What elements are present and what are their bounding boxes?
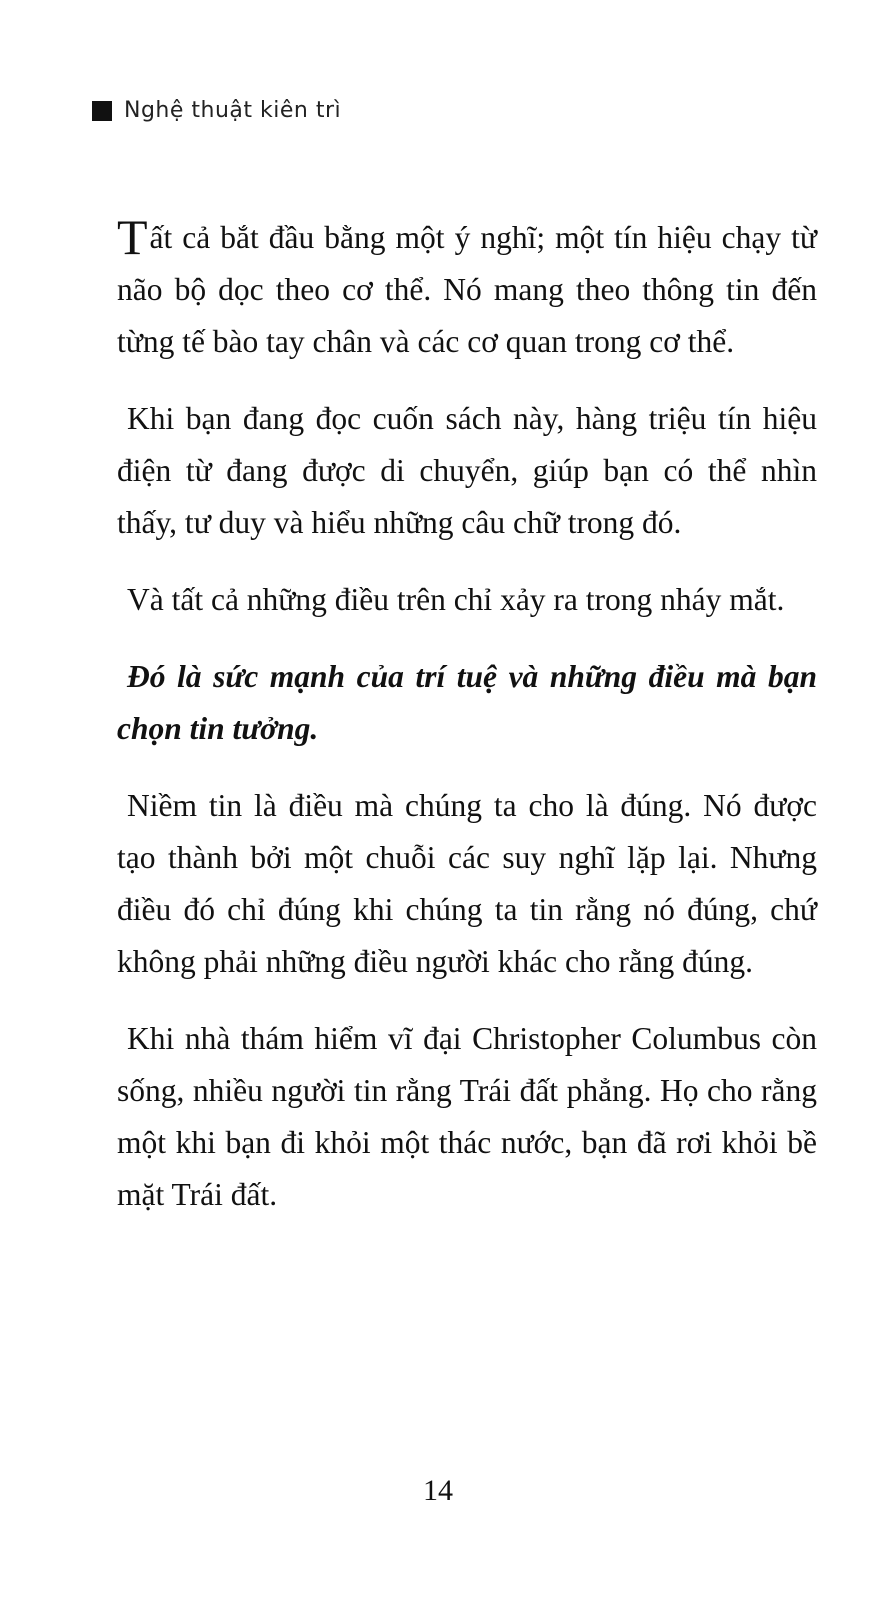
paragraph-3: Và tất cả những điều trên chỉ xảy ra trong nháy mắt. — [127, 582, 785, 617]
body-text — [117, 209, 817, 1246]
emphasis-paragraph: Đó là sức mạnh của trí tuệ và những điều mà bạn chọn tin tưởng. — [117, 659, 817, 746]
paragraph-2: Khi bạn đang đọc cuốn sách này, hàng triệu tín hiệu điện từ đang được di chuyển, giúp bạn có thể nhìn thấy, tư duy và hiểu những câu chữ trong đó. — [117, 401, 817, 540]
running-header-title: Nghệ thuật kiên trì — [124, 98, 342, 123]
header-square-bullet — [92, 101, 112, 121]
running-header — [92, 98, 341, 123]
paragraph-5: Niềm tin là điều mà chúng ta cho là đúng. Nó được tạo thành bởi một chuỗi các suy nghĩ lặp lại. Nhưng điều đó chỉ đúng khi chúng ta tin rằng nó đúng, chứ không phải những điều người khác cho rằng đúng. — [117, 788, 817, 979]
page-number: 14 — [423, 1474, 453, 1507]
paragraph-6: Khi nhà thám hiểm vĩ đại Christopher Columbus còn sống, nhiều người tin rằng Trái đất phẳng. Họ cho rằng một khi bạn đi khỏi một thác nước, bạn đã rơi khỏi bề mặt Trái đất. — [117, 1021, 817, 1212]
paragraph-1 — [117, 209, 817, 368]
drop-cap: T — [117, 209, 148, 265]
paragraph-1-text: ất cả bắt đầu bằng một ý nghĩ; một tín hiệu chạy từ não bộ dọc theo cơ thể. Nó mang theo thông tin đến từng tế bào tay chân và các cơ quan trong cơ thể. — [117, 220, 817, 359]
